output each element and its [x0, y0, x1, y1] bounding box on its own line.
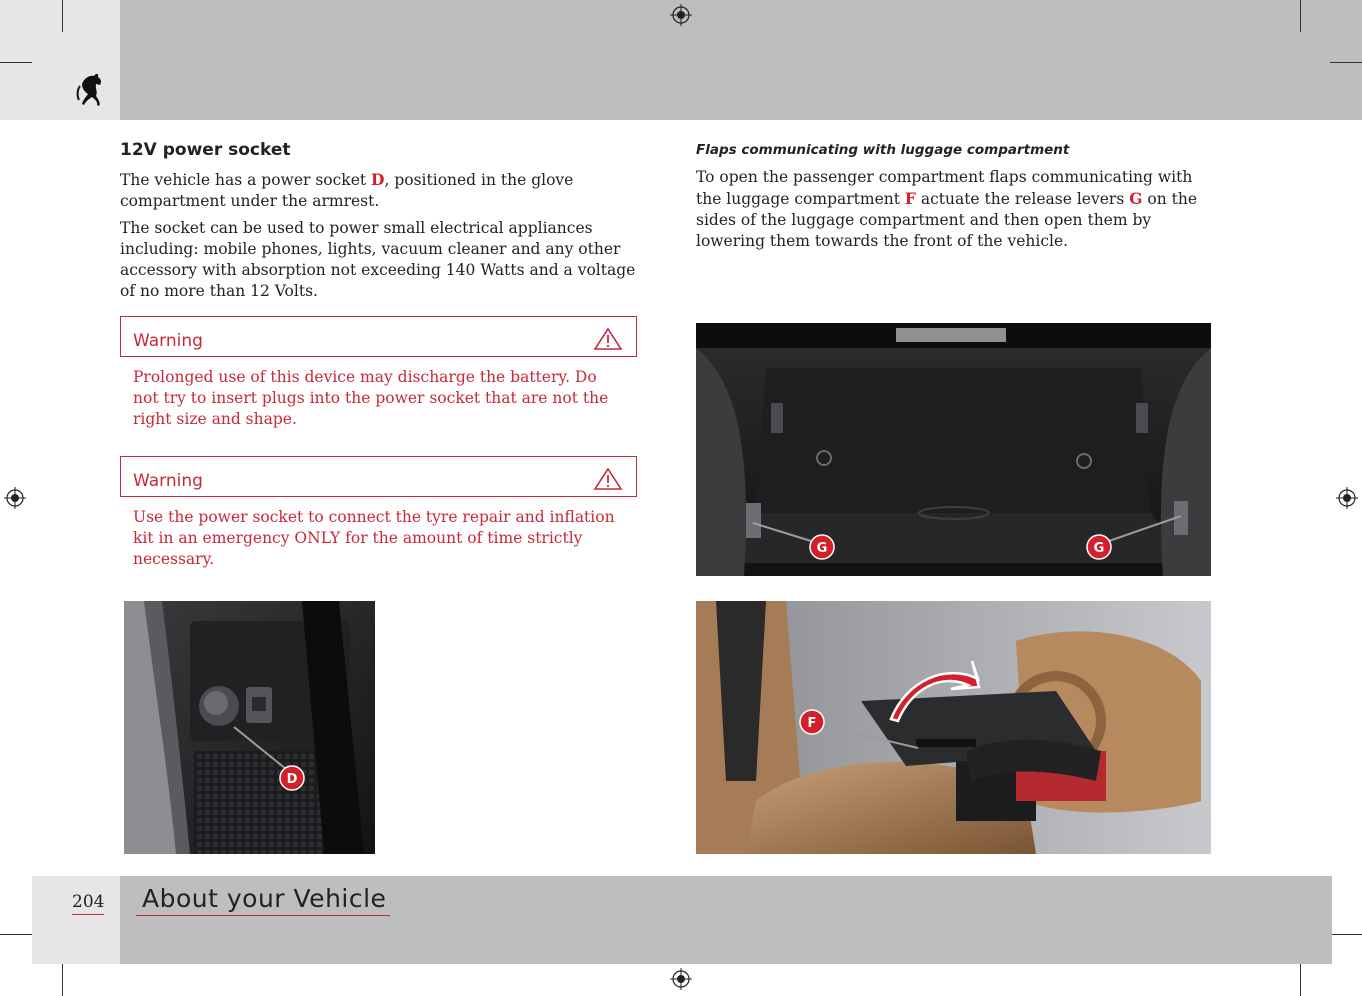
reference-g: G	[1129, 189, 1143, 208]
photo-cabin-flap	[696, 601, 1211, 854]
subsection-title: Flaps communicating with luggage compartment	[696, 142, 1070, 158]
crop-mark	[62, 0, 63, 32]
page-number: 204	[72, 892, 104, 915]
marker-d: D	[286, 772, 298, 787]
paragraph-flaps	[696, 167, 1216, 252]
paragraph-text: actuate the release levers	[915, 190, 1130, 208]
crop-mark	[1330, 62, 1362, 63]
paragraph-power-socket	[120, 169, 640, 212]
registration-mark-icon	[4, 487, 26, 509]
marker-f: F	[807, 716, 817, 731]
registration-mark-icon	[1336, 487, 1358, 509]
prancing-horse-icon	[74, 70, 108, 110]
warning-label: Warning	[133, 331, 203, 351]
crop-mark	[1300, 964, 1301, 996]
section-name: About your Vehicle	[142, 884, 387, 913]
section-title: 12V power socket	[120, 140, 291, 160]
crop-mark	[0, 934, 32, 935]
crop-mark	[0, 62, 32, 63]
photo-luggage-compartment	[696, 323, 1211, 576]
warning-box	[120, 316, 637, 357]
reference-d: D	[371, 170, 385, 189]
paragraph-text: The vehicle has a power socket	[120, 171, 372, 189]
marker-g: G	[1093, 541, 1105, 556]
warning-label: Warning	[133, 471, 203, 491]
marker-g: G	[816, 541, 828, 556]
paragraph-usage: The socket can be used to power small electrical appliances including: mobile phones, lights, vacuum cleaner and any other accessory with absorption not exceeding 140 Watts and a voltage of no more than 12 Volts.	[120, 219, 636, 300]
warning-triangle-icon	[593, 327, 623, 351]
section-underline	[136, 915, 390, 916]
warning-box	[120, 456, 637, 497]
warning-triangle-icon	[593, 467, 623, 491]
photo-power-socket	[124, 601, 375, 854]
paragraph-text: To open the passenger compartment flaps communicating with the luggage compartment	[696, 168, 1193, 208]
crop-mark	[1330, 934, 1362, 935]
warning-text: Use the power socket to connect the tyre repair and inflation kit in an emergency ONLY for the amount of time strictly necessary.	[133, 508, 615, 568]
header-band	[120, 0, 1362, 120]
crop-mark	[1300, 0, 1301, 32]
reference-f: F	[904, 189, 916, 208]
crop-mark	[62, 964, 63, 996]
registration-mark-icon	[670, 968, 692, 990]
registration-mark-icon	[670, 4, 692, 26]
paragraph-text: , positioned in the glove compartment under the armrest.	[120, 171, 574, 210]
paragraph-text: on the sides of the luggage compartment and then open them by lowering them towards the front of the vehicle.	[696, 190, 1198, 250]
warning-text: Prolonged use of this device may discharge the battery. Do not try to insert plugs into the power socket that are not the right size and shape.	[133, 368, 609, 428]
footer-band-left	[32, 876, 120, 964]
